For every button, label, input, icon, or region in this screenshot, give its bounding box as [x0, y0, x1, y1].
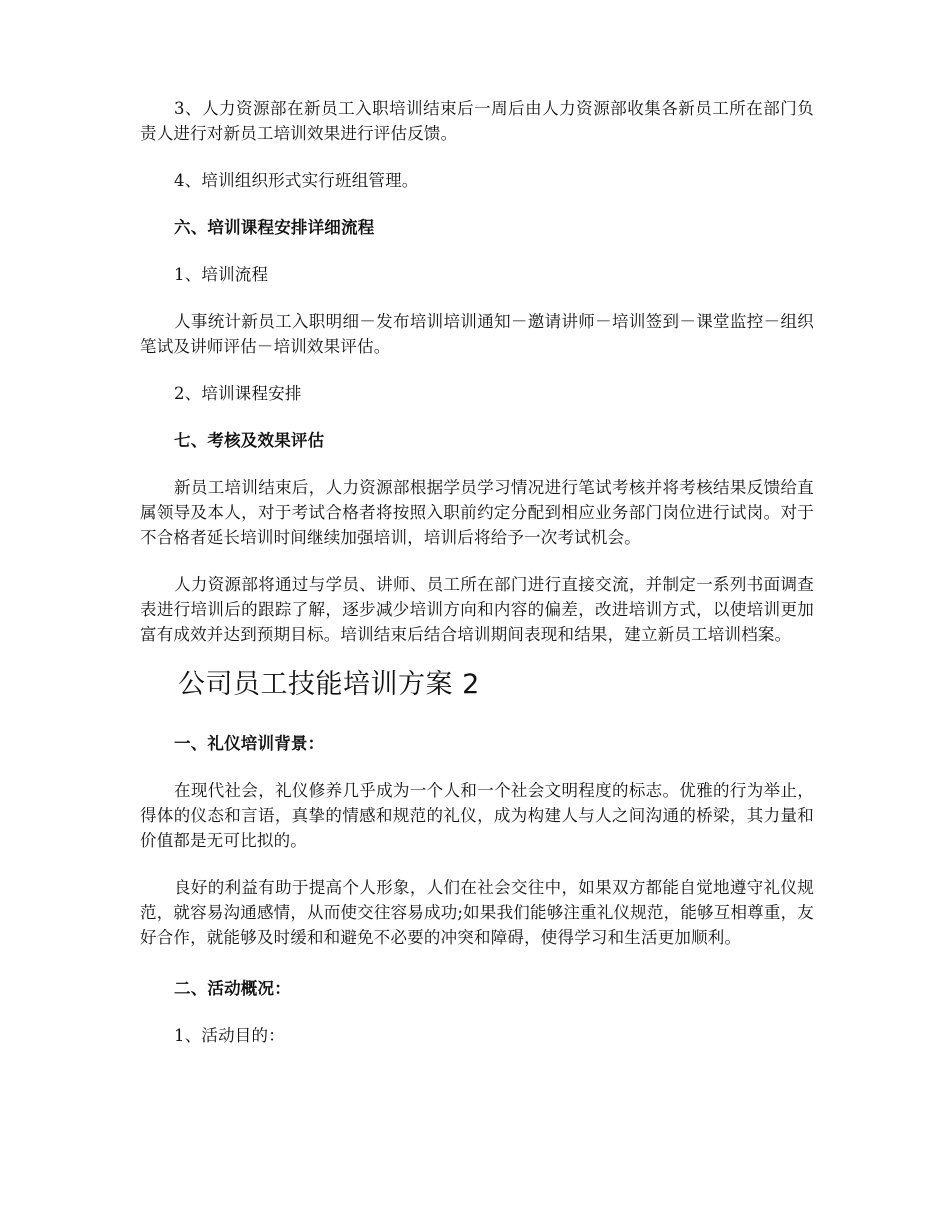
paragraph-evaluation-feedback: 3、人力资源部在新员工入职培训结束后一周后由人力资源部收集各新员工所在部门负责人进行对新员工培训效果进行评估反馈。 — [140, 99, 814, 143]
paragraph-etiquette-society: 在现代社会，礼仪修养几乎成为一个人和一个社会文明程度的标志。优雅的行为举止，得体的仪态和言语，真挚的情感和规范的礼仪，成为构建人与人之间沟通的桥梁，其力量和价值都是无可比拟的。 — [140, 781, 814, 850]
section-heading-course-flow: 六、培训课程安排详细流程 — [174, 218, 375, 237]
paragraph-team-management: 4、培训组织形式实行班组管理。 — [174, 171, 419, 190]
paragraph-follow-up: 人力资源部将通过与学员、讲师、员工所在部门进行直接交流，并制定一系列书面调查表进行培训后的跟踪了解，逐步减少培训方向和内容的偏差，改进培训方式，以使培训更加富有成效并达到预期目标。培训结束后结合培训期间表现和结果，建立新员工培训档案。 — [140, 575, 814, 644]
paragraph-assessment: 新员工培训结束后，人力资源部根据学员学习情况进行笔试考核并将考核结果反馈给直属领导及本人，对于考试合格者将按照入职前约定分配到相应业务部门岗位进行试岗。对于不合格者延长培训时间继续加强培训，培训后将给予一次考试机会。 — [140, 478, 814, 547]
paragraph-course-schedule-label: 2、培训课程安排 — [174, 384, 302, 403]
section-heading-assessment: 七、考核及效果评估 — [174, 431, 325, 450]
section-heading-etiquette-background: 一、礼仪培训背景： — [174, 734, 325, 753]
paragraph-etiquette-benefits: 良好的利益有助于提高个人形象，人们在社会交往中，如果双方都能自觉地遵守礼仪规范，就容易沟通感情，从而使交往容易成功;如果我们能够注重礼仪规范，能够互相尊重，友好合作，就能够及时缓和和避免不必要的冲突和障碍，使得学习和生活更加顺利。 — [140, 878, 814, 947]
document-body — [140, 96, 814, 1048]
paragraph-training-process-label: 1、培训流程 — [174, 265, 269, 284]
document-title: 公司员工技能培训方案 2 — [178, 669, 480, 700]
paragraph-activity-purpose: 1、活动目的： — [174, 1026, 285, 1045]
paragraph-training-process: 人事统计新员工入职明细－发布培训培训通知－邀请讲师－培训签到－课堂监控－组织笔试及讲师评估－培训效果评估。 — [140, 312, 814, 356]
section-heading-activity-overview: 二、活动概况： — [174, 979, 291, 998]
